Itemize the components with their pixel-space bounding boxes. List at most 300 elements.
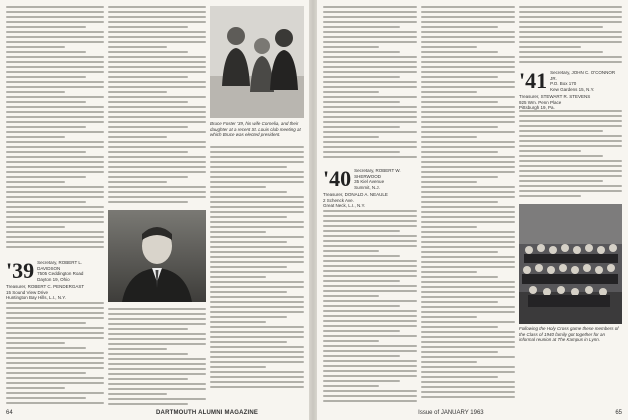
text-line (421, 161, 515, 163)
text-line (421, 196, 515, 198)
text-line (6, 181, 65, 183)
text-line (108, 388, 206, 390)
text-line (108, 46, 167, 48)
left-page-number: 64 (6, 410, 13, 416)
text-line (108, 126, 188, 128)
text-line (323, 26, 400, 28)
text-line (421, 171, 515, 173)
text-line (210, 271, 304, 273)
text-line (421, 41, 515, 43)
text-line (108, 161, 206, 163)
text-line (6, 61, 104, 63)
text-line (323, 86, 417, 88)
text-line (421, 386, 515, 388)
text-line (323, 111, 417, 113)
text-line (421, 186, 515, 188)
text-line (323, 260, 417, 262)
text-line (108, 71, 206, 73)
text-line (210, 321, 266, 323)
text-line (108, 383, 206, 385)
text-line (6, 302, 104, 304)
text-line (323, 66, 417, 68)
text-line (6, 166, 104, 168)
text-line (6, 327, 104, 329)
text-line (519, 155, 603, 157)
text-line (323, 56, 417, 58)
text-line (519, 190, 622, 192)
text-line (108, 166, 206, 168)
text-line (421, 346, 515, 348)
text-line (323, 156, 417, 158)
text-line (519, 46, 581, 48)
text-line (108, 51, 188, 53)
class-39-treasurer: Treasurer, ROBERT C. PENDERGAST (6, 284, 85, 289)
text-line (519, 36, 622, 38)
text-line (6, 231, 104, 233)
text-line (323, 275, 417, 277)
text-line (210, 166, 287, 168)
text-line (323, 370, 417, 372)
text-line (323, 395, 417, 397)
text-line (421, 211, 515, 213)
text-line (210, 386, 304, 388)
text-line (421, 266, 515, 268)
text-line (6, 191, 104, 193)
text-line (323, 36, 417, 38)
text-line (421, 231, 515, 233)
text-line (421, 291, 515, 293)
right-page (317, 0, 628, 420)
text-line (6, 392, 104, 394)
text-line (421, 181, 477, 183)
class-41-secretary-city: Kew Gardens 15, N.Y. (550, 86, 595, 92)
text-line (421, 151, 498, 153)
text-line (323, 131, 417, 133)
text-line (108, 66, 206, 68)
text-line (6, 211, 104, 213)
text-line (421, 251, 498, 253)
text-line (421, 371, 515, 373)
text-line (421, 286, 515, 288)
class-39-header (6, 260, 104, 301)
text-line (6, 31, 104, 33)
text-line (421, 316, 477, 318)
text-line (421, 6, 515, 8)
text-line (421, 31, 515, 33)
text-line (108, 86, 206, 88)
text-line (323, 325, 417, 327)
text-line (323, 121, 417, 123)
text-line (323, 31, 417, 33)
text-line (323, 220, 417, 222)
text-line (6, 11, 104, 13)
text-line (108, 141, 206, 143)
text-line (210, 216, 287, 218)
text-line (108, 181, 167, 183)
text-line (210, 341, 287, 343)
text-line (6, 387, 65, 389)
text-line (421, 336, 515, 338)
text-line (519, 145, 622, 147)
text-line (210, 246, 304, 248)
text-line (421, 81, 515, 83)
text-line (108, 131, 206, 133)
text-line (323, 380, 400, 382)
text-line (323, 101, 400, 103)
text-line (210, 191, 287, 193)
text-line (108, 308, 206, 310)
text-line (323, 385, 379, 387)
text-line (108, 171, 206, 173)
text-line (108, 348, 167, 350)
text-line (421, 326, 498, 328)
text-line (323, 290, 417, 292)
text-line (210, 176, 304, 178)
text-line (421, 51, 498, 53)
text-line (323, 375, 417, 377)
text-line (323, 245, 417, 247)
text-line (421, 306, 515, 308)
text-line (323, 255, 400, 257)
text-line (6, 307, 104, 309)
class-1940-group-photo (519, 204, 622, 324)
text-line (323, 136, 379, 138)
text-line (519, 56, 622, 58)
text-line (421, 241, 515, 243)
text-line (421, 191, 515, 193)
text-line (210, 366, 266, 368)
text-line (6, 26, 86, 28)
text-line (421, 156, 515, 158)
text-line (210, 226, 304, 228)
text-line (6, 402, 104, 404)
class-41-secretary: Secretary, JOHN C. O'CONNOR JR. (550, 70, 616, 81)
text-line (421, 26, 498, 28)
text-line (108, 201, 188, 203)
text-line (519, 115, 622, 117)
text-line (210, 316, 287, 318)
text-line (6, 126, 86, 128)
text-line (6, 146, 104, 148)
text-line (323, 210, 417, 212)
text-line (519, 170, 622, 172)
text-line (323, 360, 417, 362)
text-line (323, 106, 417, 108)
text-line (421, 36, 515, 38)
text-line (323, 225, 417, 227)
text-line (6, 196, 104, 198)
text-line (421, 101, 498, 103)
class-39-secretary: Secretary, ROBERT L. DAVIDSON (37, 260, 83, 271)
class-39-treasurer-addr: 15 Sound View Drive (6, 289, 48, 295)
text-line (421, 16, 515, 18)
text-line (108, 318, 206, 320)
magazine-title: DARTMOUTH ALUMNI MAGAZINE (156, 410, 259, 416)
text-line (421, 141, 515, 143)
class-41-year: '41 (519, 68, 548, 93)
text-line (421, 391, 515, 393)
class-41-treasurer-addr: 925 Wm. Penn Place (519, 99, 562, 105)
text-line (6, 6, 104, 8)
text-line (108, 338, 206, 340)
text-line (6, 106, 104, 108)
text-line (421, 331, 515, 333)
text-line (108, 373, 206, 375)
text-line (108, 378, 188, 380)
text-line (6, 76, 86, 78)
text-line (210, 286, 304, 288)
text-line (210, 146, 304, 148)
text-line (519, 120, 622, 122)
text-line (323, 6, 417, 8)
text-line (323, 300, 417, 302)
text-line (210, 356, 304, 358)
text-line (6, 141, 104, 143)
text-line (421, 276, 498, 278)
text-line (421, 396, 515, 398)
text-line (108, 363, 206, 365)
text-line (421, 376, 498, 378)
text-line (6, 246, 104, 248)
text-line (519, 6, 622, 8)
text-line (519, 21, 622, 23)
text-line (210, 266, 287, 268)
text-line (108, 101, 188, 103)
class-39-treasurer-city: Huntington Bay Hills, L.I., N.Y. (6, 295, 66, 300)
text-line (108, 156, 206, 158)
text-line (6, 342, 65, 344)
text-line (210, 296, 304, 298)
text-line (323, 295, 379, 297)
text-line (210, 361, 304, 363)
text-line (6, 46, 65, 48)
text-line (421, 96, 515, 98)
text-line (6, 71, 104, 73)
text-line (421, 351, 498, 353)
text-line (323, 11, 417, 13)
class-40-secretary-addr: 35 Kiel Avenue (354, 179, 385, 184)
text-line (6, 131, 104, 133)
text-line (6, 312, 104, 314)
text-line (421, 66, 515, 68)
text-line (108, 116, 206, 118)
text-line (323, 116, 417, 118)
text-line (323, 146, 417, 148)
text-line (519, 135, 622, 137)
text-line (519, 51, 603, 53)
text-line (210, 346, 304, 348)
class-40-treasurer-addr: 2 Schenck Ave. (323, 197, 354, 203)
text-line (6, 367, 104, 369)
text-line (6, 66, 104, 68)
text-line (421, 261, 515, 263)
text-line (210, 301, 304, 303)
text-line (323, 265, 417, 267)
class-40-year: '40 (323, 166, 352, 191)
text-line (421, 356, 515, 358)
text-line (108, 16, 206, 18)
text-line (421, 216, 515, 218)
text-line (210, 236, 304, 238)
text-line (108, 393, 167, 395)
text-line (421, 21, 515, 23)
text-line (421, 341, 515, 343)
text-line (6, 317, 104, 319)
right-page-number: 65 (615, 410, 622, 416)
text-line (421, 76, 498, 78)
class-41-treasurer-city: Pittsburgh 19, Pa. (519, 105, 555, 110)
text-line (6, 236, 104, 238)
text-line (421, 236, 515, 238)
text-line (108, 26, 188, 28)
text-line (519, 16, 622, 18)
text-line (108, 81, 206, 83)
text-line (108, 333, 206, 335)
text-line (323, 270, 417, 272)
text-line (108, 146, 206, 148)
text-line (323, 240, 417, 242)
text-line (210, 351, 304, 353)
text-line (210, 291, 287, 293)
text-line (519, 11, 622, 13)
text-line (421, 201, 498, 203)
text-line (6, 357, 104, 359)
text-line (421, 56, 515, 58)
text-line (323, 335, 417, 337)
text-line (6, 171, 104, 173)
text-line (108, 76, 188, 78)
text-line (210, 331, 304, 333)
portrait-photo (108, 210, 206, 302)
text-line (210, 376, 304, 378)
text-line (323, 21, 417, 23)
text-line (323, 390, 417, 392)
text-line (210, 336, 304, 338)
class-40-treasurer-city: Great Neck, L.I., N.Y. (323, 203, 366, 208)
text-line (108, 186, 206, 188)
text-line (210, 206, 304, 208)
text-line (210, 221, 304, 223)
text-line (421, 136, 477, 138)
text-line (210, 311, 304, 313)
text-line (421, 311, 515, 313)
text-line (108, 31, 206, 33)
text-line (421, 46, 477, 48)
text-line (323, 61, 417, 63)
text-line (6, 111, 104, 113)
text-line (108, 91, 167, 93)
text-line (323, 215, 417, 217)
text-line (421, 126, 498, 128)
text-line (519, 150, 581, 152)
text-line (6, 81, 104, 83)
text-line (6, 36, 104, 38)
text-line (108, 106, 206, 108)
text-line (323, 250, 379, 252)
text-line (6, 41, 104, 43)
text-line (108, 121, 206, 123)
text-line (210, 326, 304, 328)
text-line (421, 296, 515, 298)
text-line (323, 16, 417, 18)
text-line (6, 96, 104, 98)
text-line (108, 323, 206, 325)
text-line (421, 176, 498, 178)
text-line (323, 71, 417, 73)
text-line (323, 280, 400, 282)
text-line (421, 11, 515, 13)
class-41-secretary-addr: P.O. Box 170 (550, 81, 577, 86)
page-gutter (309, 0, 317, 420)
text-line (519, 195, 581, 197)
text-line (108, 136, 167, 138)
text-line (210, 371, 304, 373)
text-line (210, 251, 304, 253)
text-line (421, 86, 515, 88)
group-photo-caption: Following the Holy Cross game these members of the Class of 1940 family got together for an informal reunion at The Kampus in Lynn. (519, 326, 619, 342)
class-40-secretary: Secretary, ROBERT W. SHERWOOD (354, 168, 401, 179)
text-line (210, 196, 304, 198)
text-line (323, 81, 417, 83)
text-line (6, 186, 104, 188)
text-line (108, 358, 206, 360)
text-line (6, 156, 104, 158)
text-line (108, 403, 188, 405)
class-40-secretary-city: Summit, N.J. (354, 184, 380, 190)
text-line (6, 206, 104, 208)
text-line (323, 96, 417, 98)
text-line (323, 315, 417, 317)
text-line (6, 332, 104, 334)
issue-date: Issue of JANUARY 1963 (418, 410, 484, 416)
class-39-secretary-addr: 7505 Ceddington Road (37, 271, 84, 276)
text-line (421, 91, 477, 93)
text-line (421, 106, 515, 108)
text-line (6, 116, 104, 118)
text-line (6, 337, 104, 339)
text-line (519, 41, 622, 43)
text-line (210, 281, 304, 283)
text-line (108, 191, 206, 193)
text-line (421, 111, 515, 113)
text-line (108, 6, 206, 8)
text-line (519, 125, 622, 127)
text-line (6, 56, 104, 58)
left-page (0, 0, 309, 420)
text-line (323, 320, 417, 322)
text-line (6, 176, 86, 178)
text-line (323, 126, 400, 128)
text-line (519, 110, 622, 112)
text-line (519, 185, 622, 187)
text-line (421, 61, 515, 63)
text-line (210, 171, 304, 173)
text-line (6, 51, 86, 53)
class-41-treasurer: Treasurer, STEWART R. STEVENS (519, 94, 591, 99)
text-line (210, 156, 304, 158)
text-line (519, 31, 622, 33)
text-line (6, 377, 104, 379)
text-line (6, 347, 86, 349)
text-line (6, 161, 104, 163)
text-line (519, 165, 622, 167)
text-line (323, 91, 379, 93)
text-line (108, 56, 206, 58)
text-line (6, 382, 104, 384)
text-line (421, 281, 515, 283)
text-line (108, 328, 188, 330)
text-line (108, 176, 188, 178)
